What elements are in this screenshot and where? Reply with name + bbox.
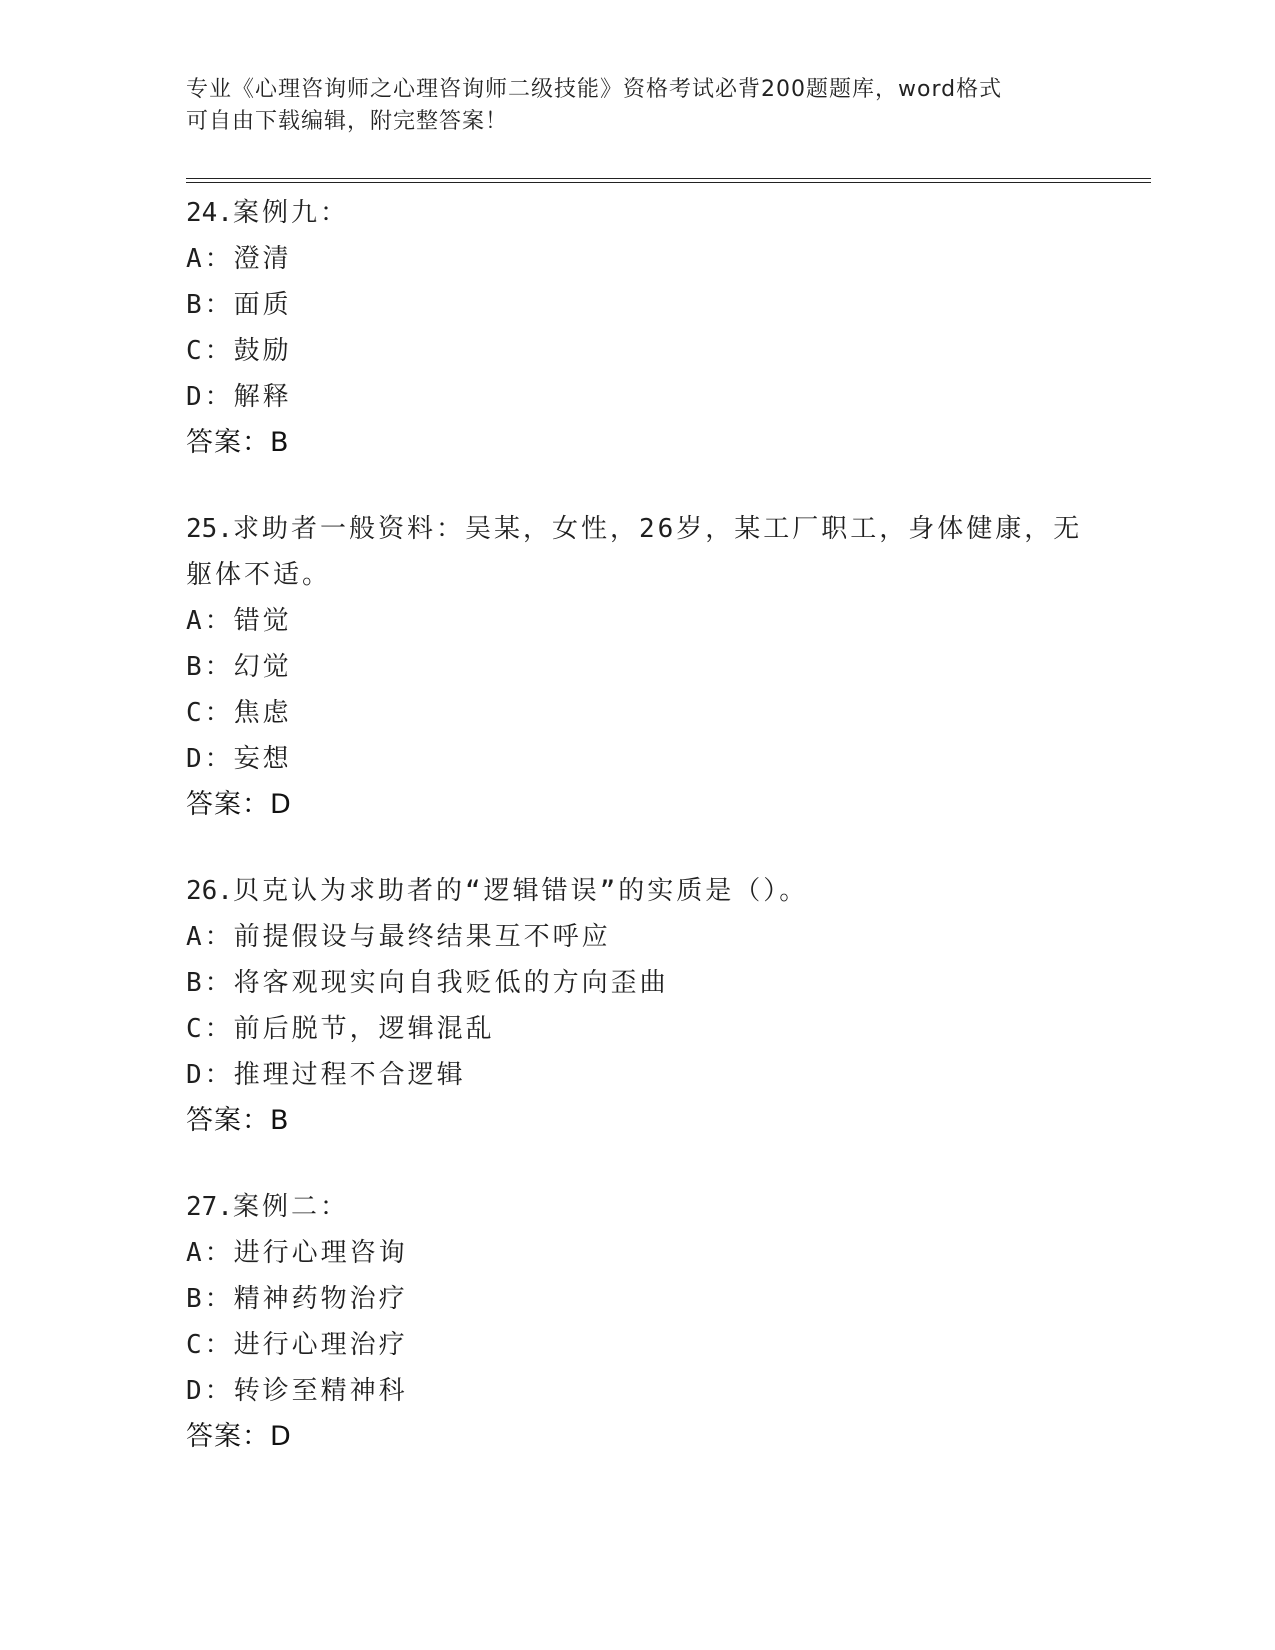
question-text: 案例二： <box>232 1192 349 1222</box>
question-24 <box>186 190 1086 466</box>
question-number: 26. <box>186 876 233 906</box>
option-b <box>186 1276 1086 1322</box>
option-key: C： <box>186 1330 234 1360</box>
option-key: B： <box>186 290 234 320</box>
question-26 <box>186 868 1086 1144</box>
option-text: 解释 <box>233 382 292 412</box>
question-stem <box>186 190 1086 236</box>
question-number: 27. <box>186 1192 233 1222</box>
option-text: 焦虑 <box>233 698 292 728</box>
option-key: A： <box>186 922 234 952</box>
option-c <box>186 1322 1086 1368</box>
question-text: 贝克认为求助者的“逻辑错误”的实质是（）。 <box>232 876 809 906</box>
document-header <box>186 74 1086 138</box>
option-text: 转诊至精神科 <box>233 1376 408 1406</box>
option-text: 进行心理治疗 <box>233 1330 408 1360</box>
option-key: D： <box>186 382 234 412</box>
option-text: 前提假设与最终结果互不呼应 <box>233 922 611 952</box>
question-number: 25. <box>186 514 233 544</box>
option-c <box>186 328 1086 374</box>
option-text: 将客观现实向自我贬低的方向歪曲 <box>233 968 669 998</box>
question-25 <box>186 506 1086 828</box>
option-key: D： <box>186 1376 234 1406</box>
question-stem <box>186 1184 1086 1230</box>
option-key: B： <box>186 1284 234 1314</box>
option-text: 前后脱节，逻辑混乱 <box>233 1014 495 1044</box>
option-d <box>186 374 1086 420</box>
option-key: C： <box>186 336 234 366</box>
header-line-2: 可自由下载编辑，附完整答案！ <box>186 109 509 134</box>
option-b <box>186 644 1086 690</box>
option-key: A： <box>186 244 234 274</box>
option-key: B： <box>186 652 234 682</box>
answer-line: 答案：D <box>186 789 292 820</box>
option-key: A： <box>186 1238 234 1268</box>
question-text: 案例九： <box>232 198 349 228</box>
option-d <box>186 1052 1086 1098</box>
option-a <box>186 914 1086 960</box>
option-c <box>186 1006 1086 1052</box>
answer-line: 答案：B <box>186 427 290 458</box>
header-divider-top <box>186 178 1151 179</box>
question-stem <box>186 868 1086 914</box>
option-text: 推理过程不合逻辑 <box>233 1060 466 1090</box>
option-text: 进行心理咨询 <box>233 1238 408 1268</box>
option-key: B： <box>186 968 234 998</box>
option-text: 精神药物治疗 <box>233 1284 408 1314</box>
option-key: D： <box>186 1060 234 1090</box>
option-a <box>186 1230 1086 1276</box>
option-text: 面质 <box>233 290 292 320</box>
answer-line: 答案：D <box>186 1421 292 1452</box>
option-a <box>186 598 1086 644</box>
option-text: 幻觉 <box>233 652 292 682</box>
option-d <box>186 1368 1086 1414</box>
question-stem <box>186 506 1086 598</box>
question-list <box>186 190 1086 1500</box>
option-key: A： <box>186 606 234 636</box>
option-key: C： <box>186 698 234 728</box>
header-line-1: 专业《心理咨询师之心理咨询师二级技能》资格考试必背200题题库，word格式 <box>186 77 1003 102</box>
answer-line: 答案：B <box>186 1105 290 1136</box>
option-d <box>186 736 1086 782</box>
option-a <box>186 236 1086 282</box>
option-text: 鼓励 <box>233 336 292 366</box>
option-b <box>186 960 1086 1006</box>
option-b <box>186 282 1086 328</box>
option-key: D： <box>186 744 234 774</box>
header-divider-bottom <box>186 182 1151 183</box>
option-c <box>186 690 1086 736</box>
option-key: C： <box>186 1014 234 1044</box>
option-text: 错觉 <box>233 606 292 636</box>
question-27 <box>186 1184 1086 1460</box>
option-text: 澄清 <box>233 244 292 274</box>
option-text: 妄想 <box>233 744 292 774</box>
question-text: 求助者一般资料：吴某，女性，26岁，某工厂职工，身体健康，无躯体不适。 <box>186 514 1083 590</box>
question-number: 24. <box>186 198 233 228</box>
